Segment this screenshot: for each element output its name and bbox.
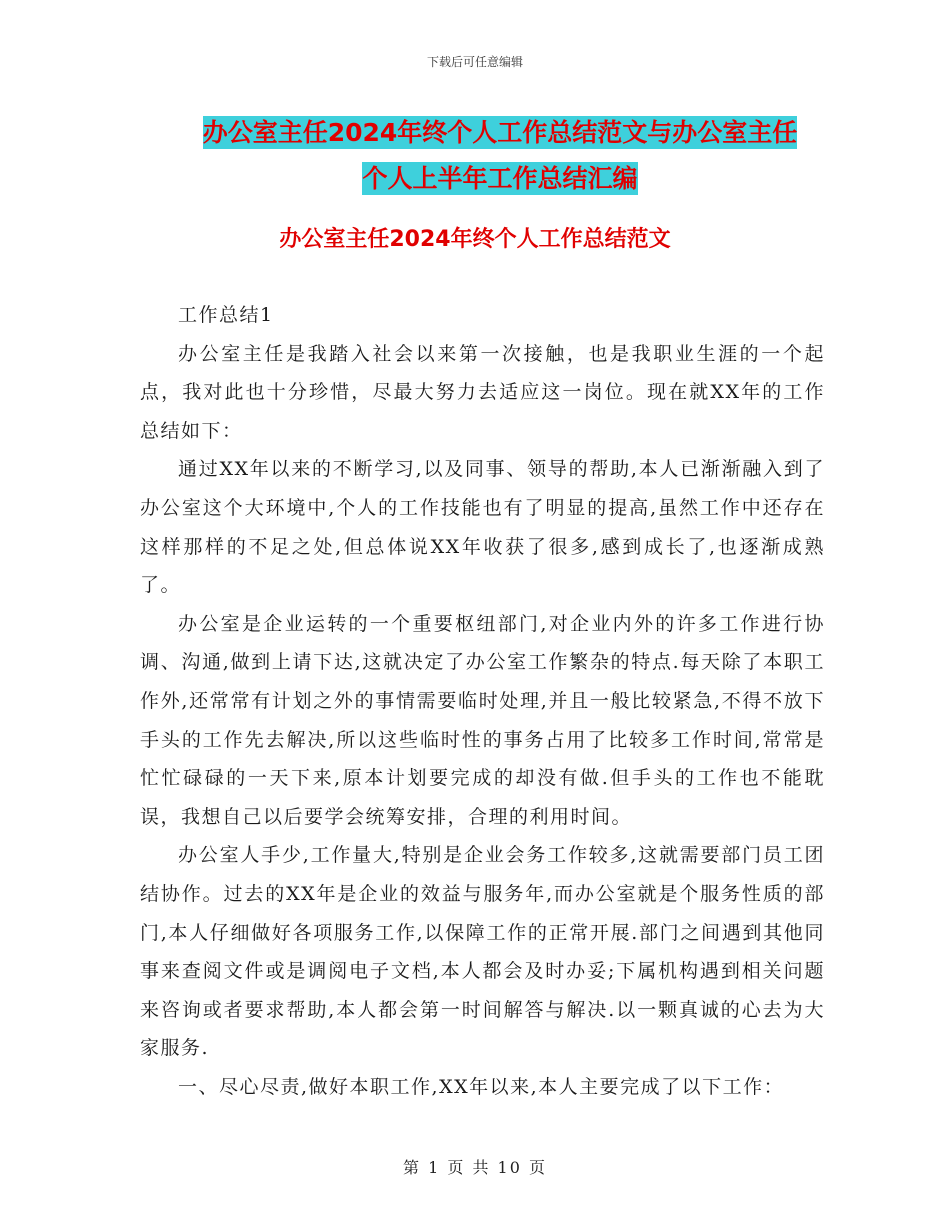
section-title: 办公室主任2024年终个人工作总结范文 <box>279 227 671 252</box>
document-body <box>140 296 825 1106</box>
paragraph: 工作总结1 <box>178 304 274 326</box>
download-note: 下载后可任意编辑 <box>426 55 523 69</box>
paragraph: 办公室主任是我踏入社会以来第一次接触，也是我职业生涯的一个起点，我对此也十分珍惜，尽最大努力去适应这一岗位。现在就XX年的工作总结如下： <box>140 342 825 442</box>
document-title <box>140 110 860 202</box>
document-title-line-2: 个人上半年工作总结汇编 <box>362 164 638 193</box>
paragraph: 办公室人手少,工作量大,特别是企业会务工作较多,这就需要部门员工团结协作。过去的XX年是企业的效益与服务年,而办公室就是个服务性质的部门,本人仔细做好各项服务工作,以保障工作的正常开展.部门之间遇到其他同事来查阅文件或是调阅电子文档,本人都会及时办妥;下属机构遇到相关问题来咨询或者要求帮助,本人都会第一时间解答与解决.以一颗真诚的心去为大家服务. <box>140 844 825 1060</box>
paragraph: 办公室是企业运转的一个重要枢纽部门,对企业内外的许多工作进行协调、沟通,做到上请下达,这就决定了办公室工作繁杂的特点.每天除了本职工作外,还常常有计划之外的事情需要临时处理,并且一般比较紧急,不得不放下手头的工作先去解决,所以这些临时性的事务占用了比较多工作时间,常常是忙忙碌碌的一天下来,原本计划要完成的却没有做.但手头的工作也不能耽误，我想自己以后要学会统筹安排，合理的利用时间。 <box>140 612 825 828</box>
paragraph: 通过XX年以来的不断学习,以及同事、领导的帮助,本人已渐渐融入到了办公室这个大环境中,个人的工作技能也有了明显的提高,虽然工作中还存在这样那样的不足之处,但总体说XX年收获了很多,感到成长了,也逐渐成熟了。 <box>140 458 825 597</box>
paragraph: 一、尽心尽责,做好本职工作,XX年以来,本人主要完成了以下工作： <box>178 1075 785 1098</box>
page-number: 第 1 页 共 10 页 <box>403 1158 547 1177</box>
document-title-line-1: 办公室主任2024年终个人工作总结范文与办公室主任 <box>202 118 798 147</box>
